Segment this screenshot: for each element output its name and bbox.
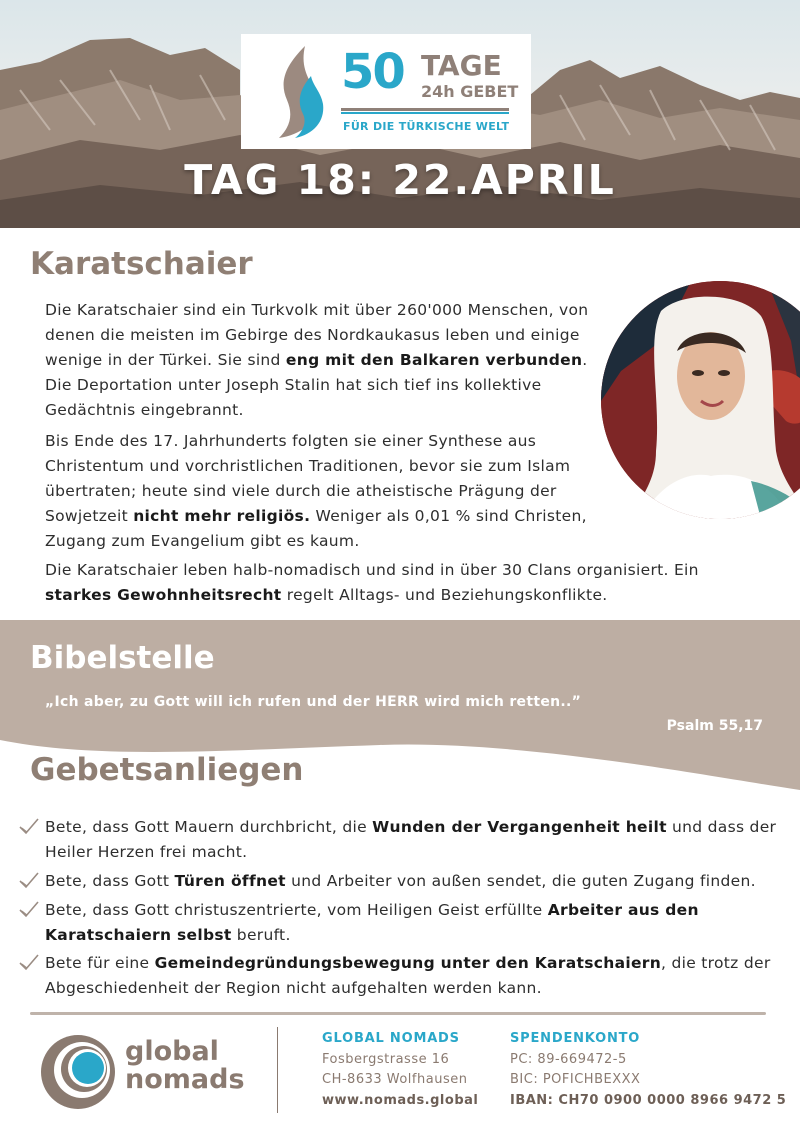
prayer-text <box>45 898 785 948</box>
prayer-highlight: Gemeindegründungsbewegung unter den Karatschaiern <box>154 954 662 972</box>
prayer-text <box>45 815 785 865</box>
check-icon <box>18 900 40 918</box>
logo-24h: 24h GEBET <box>421 82 519 101</box>
intro-paragraph <box>45 298 595 423</box>
prayer-item <box>18 951 778 1001</box>
paragraph-text: Weniger als 0,01 % sind Christen, Zugang zum Evangelium gibt es kaum. <box>45 507 587 550</box>
prayer-item <box>18 869 778 895</box>
religion-paragraph <box>45 429 600 554</box>
brand-line: nomads <box>125 1064 245 1095</box>
logo-tagline: FÜR DIE TÜRKISCHE WELT <box>343 120 510 133</box>
flame-icon <box>265 42 329 142</box>
paragraph-text: Die Karatschaier sind ein Turkvolk mit über 260'000 Menschen, von denen die meisten im Gebirge des Nordkaukasus leben und einige wenige in der Türkei. Sie sind <box>45 301 589 369</box>
day-title: TAG 18: 22.APRIL <box>184 156 616 204</box>
header-banner <box>0 0 800 228</box>
prayer-text <box>45 951 785 1001</box>
portrait-photo <box>601 281 800 519</box>
org-city: CH-8633 Wolfhausen <box>322 1072 468 1087</box>
prayer-highlight: Arbeiter aus den Karatschaiern selbst <box>45 901 699 944</box>
highlight-text: starkes Gewohnheitsrecht <box>45 586 282 604</box>
prayer-part: Bete, dass Gott christuszentrierte, vom Heiligen Geist erfüllte <box>45 901 548 919</box>
org-address <box>322 1029 478 1111</box>
account-bic: BIC: POFICHBEXXX <box>510 1072 641 1087</box>
prayer-part: und dass der Heiler Herzen frei macht. <box>45 818 777 861</box>
account-heading: SPENDENKONTO <box>510 1031 641 1046</box>
society-paragraph <box>45 558 745 608</box>
prayer-item <box>18 898 778 948</box>
donation-account <box>510 1029 786 1111</box>
bible-reference: Psalm 55,17 <box>666 718 763 734</box>
logo-divider-blue <box>341 112 509 114</box>
footer-vertical-divider <box>277 1027 278 1113</box>
global-nomads-logo-icon <box>38 1032 118 1112</box>
paragraph-text: regelt Alltags- und Beziehungskonflikte. <box>281 586 608 604</box>
paragraph-text: Die Karatschaier leben halb-nomadisch und sind in über 30 Clans organisiert. Ein <box>45 561 699 579</box>
check-icon <box>18 871 40 889</box>
account-pc: PC: 89-669472-5 <box>510 1051 627 1067</box>
logo-divider <box>341 108 509 111</box>
prayer-part: Bete für eine <box>45 954 155 972</box>
org-heading: GLOBAL NOMADS <box>322 1031 460 1046</box>
logo-number: 50 <box>341 44 404 100</box>
highlight-text: eng mit den Balkaren verbunden <box>285 351 583 369</box>
org-street: Fosbergstrasse 16 <box>322 1051 450 1067</box>
prayer-part: und Arbeiter von außen sendet, die guten Zugang finden. <box>285 872 756 890</box>
people-title: Karatschaier <box>30 246 253 282</box>
bible-verse: „Ich aber, zu Gott will ich rufen und der HERR wird mich retten..” <box>45 694 582 710</box>
brand-name <box>125 1038 245 1094</box>
campaign-logo <box>241 34 531 149</box>
account-iban: IBAN: CH70 0900 0000 8966 9472 5 <box>510 1092 787 1108</box>
portrait-illustration <box>601 281 800 519</box>
footer-divider <box>30 1012 766 1015</box>
logo-tage: TAGE <box>421 49 502 82</box>
paragraph-text: Bis Ende des 17. Jahrhunderts folgten sie einer Synthese aus Christentum und vorchristlichen Traditionen, bevor sie zum Islam übertraten; heute sind viele durch die atheistische Prägung der Sowjetzeit <box>45 432 571 525</box>
prayer-part: beruft. <box>231 926 291 944</box>
prayer-highlight: Türen öffnet <box>174 872 286 890</box>
brand-line: global <box>125 1036 219 1067</box>
check-icon <box>18 817 40 835</box>
prayer-item <box>18 815 778 865</box>
prayer-highlight: Wunden der Vergangenheit heilt <box>372 818 667 836</box>
paragraph-text: . Die Deportation unter Joseph Stalin hat sich tief ins kollektive Gedächtnis eingebrannt. <box>45 351 588 419</box>
prayer-part: , die trotz der Abgeschiedenheit der Region nicht aufgehalten werden kann. <box>45 954 771 997</box>
bible-title: Bibelstelle <box>30 640 215 676</box>
prayer-title: Gebetsanliegen <box>30 752 304 788</box>
highlight-text: nicht mehr religiös. <box>133 507 311 525</box>
org-website-link[interactable]: www.nomads.global <box>322 1092 479 1108</box>
prayer-part: Bete, dass Gott Mauern durchbricht, die <box>45 818 373 836</box>
prayer-part: Bete, dass Gott <box>45 872 175 890</box>
check-icon <box>18 953 40 971</box>
prayer-text <box>45 869 785 894</box>
